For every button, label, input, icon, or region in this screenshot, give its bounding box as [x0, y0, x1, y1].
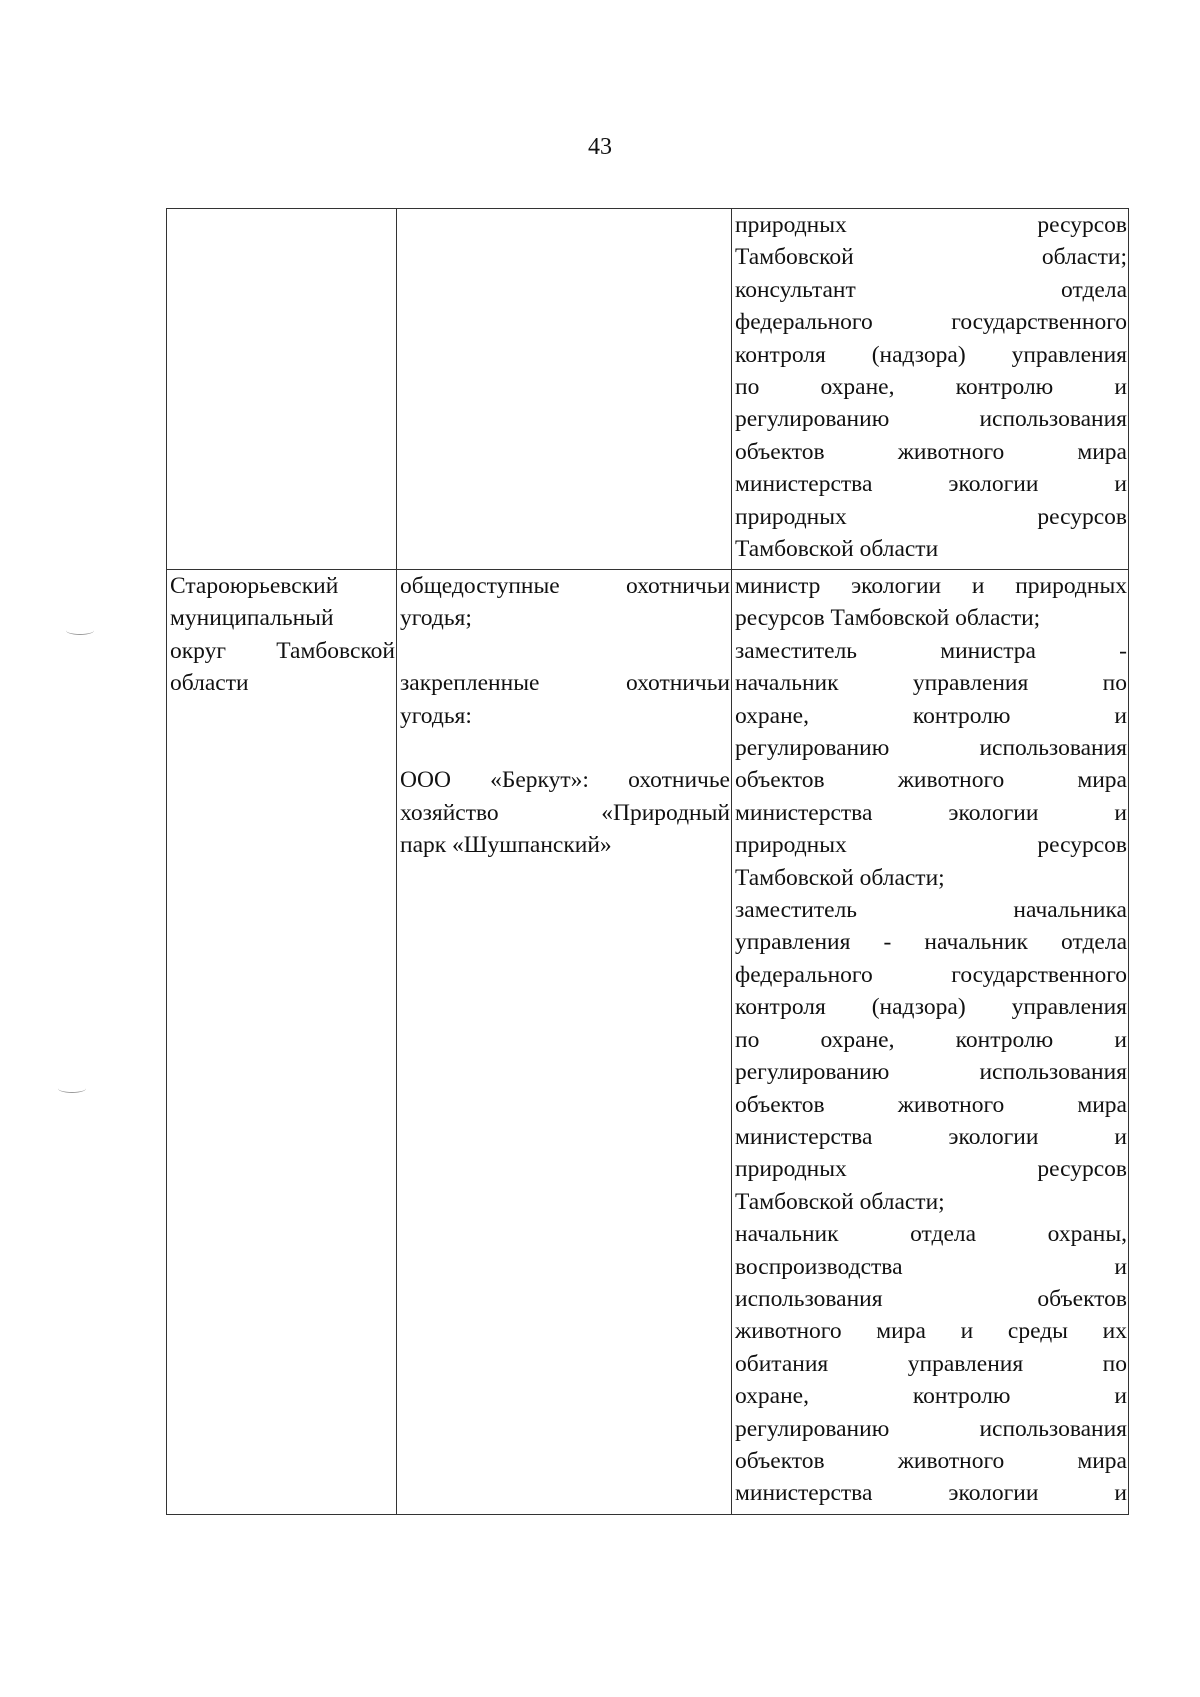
- text-line: общедоступные охотничьи: [400, 573, 730, 599]
- text-line: природных ресурсов: [735, 832, 1127, 859]
- text-line: министерства экологии и: [735, 1123, 1127, 1150]
- text-line: ресурсов Тамбовской области;: [735, 605, 1041, 632]
- municipality-line: Староюрьевский: [170, 573, 339, 599]
- municipality-cell: [167, 209, 397, 570]
- text-line: природных ресурсов: [735, 1156, 1127, 1183]
- text-line: использования объектов: [735, 1285, 1127, 1312]
- text-line: природных ресурсов: [735, 212, 1127, 238]
- municipality-cell: [167, 570, 397, 1515]
- text-line: начальник управления по: [735, 670, 1127, 697]
- text-line: объектов животного мира: [735, 1091, 1127, 1118]
- text-line: Тамбовской области;: [735, 1188, 945, 1215]
- table-row: [167, 209, 1129, 570]
- text-line: управления - начальник отдела: [735, 929, 1127, 956]
- text-line: по охране, контролю и: [735, 374, 1127, 401]
- page-number: 43: [588, 134, 612, 160]
- table-row: [167, 570, 1129, 1515]
- text-line: животного мира и среды их: [735, 1318, 1127, 1345]
- text-line: воспроизводства и: [735, 1253, 1127, 1280]
- text-line: объектов животного мира: [735, 1447, 1127, 1474]
- margin-mark: [58, 1084, 86, 1093]
- text-line: министерства экологии и: [735, 799, 1127, 826]
- text-line: охране, контролю и: [735, 702, 1127, 729]
- text-line: министерства экологии и: [735, 471, 1127, 498]
- text-line: угодья;: [400, 605, 472, 632]
- text-line: обитания управления по: [735, 1350, 1127, 1377]
- text-line: регулированию использования: [735, 1415, 1127, 1442]
- text-line: Тамбовской области;: [735, 864, 945, 891]
- text-line: хозяйство «Природный: [400, 799, 730, 826]
- text-line: федерального государственного: [735, 309, 1127, 336]
- text-line: министр экологии и природных: [735, 573, 1127, 599]
- text-line: закрепленные охотничьи: [400, 670, 730, 697]
- hunting-lands-cell: [397, 209, 732, 570]
- text-line: министерства экологии и: [735, 1480, 1127, 1507]
- text-line: начальник отдела охраны,: [735, 1221, 1127, 1248]
- paragraph-gap: [400, 635, 730, 667]
- text-line: охране, контролю и: [735, 1383, 1127, 1410]
- text-line: ООО «Беркут»: охотничье: [400, 767, 730, 794]
- municipality-line: области: [170, 670, 249, 697]
- text-line: консультант отдела: [735, 276, 1127, 303]
- text-line: объектов животного мира: [735, 767, 1127, 794]
- officials-cell: [732, 209, 1129, 570]
- text-line: объектов животного мира: [735, 438, 1127, 465]
- text-line: контроля (надзора) управления: [735, 994, 1127, 1021]
- text-line: природных ресурсов: [735, 503, 1127, 530]
- margin-mark: [66, 626, 94, 635]
- text-line: федерального государственного: [735, 961, 1127, 988]
- text-line: регулированию использования: [735, 1059, 1127, 1086]
- text-line: регулированию использования: [735, 735, 1127, 762]
- text-line: заместитель начальника: [735, 897, 1127, 924]
- text-line: Тамбовской области;: [735, 244, 1127, 271]
- text-line: контроля (надзора) управления: [735, 341, 1127, 368]
- hunting-lands-cell: [397, 570, 732, 1515]
- text-line: по охране, контролю и: [735, 1026, 1127, 1053]
- document-table: [166, 208, 1129, 1515]
- text-line: Тамбовской области: [735, 536, 939, 563]
- municipality-line: муниципальный: [170, 605, 334, 632]
- text-line: заместитель министра -: [735, 637, 1127, 664]
- text-line: угодья:: [400, 702, 472, 729]
- officials-cell: [732, 570, 1129, 1515]
- municipality-line: округ Тамбовской: [170, 637, 395, 664]
- text-line: регулированию использования: [735, 406, 1127, 433]
- paragraph-gap: [400, 732, 730, 764]
- text-line: парк «Шушпанский»: [400, 832, 612, 859]
